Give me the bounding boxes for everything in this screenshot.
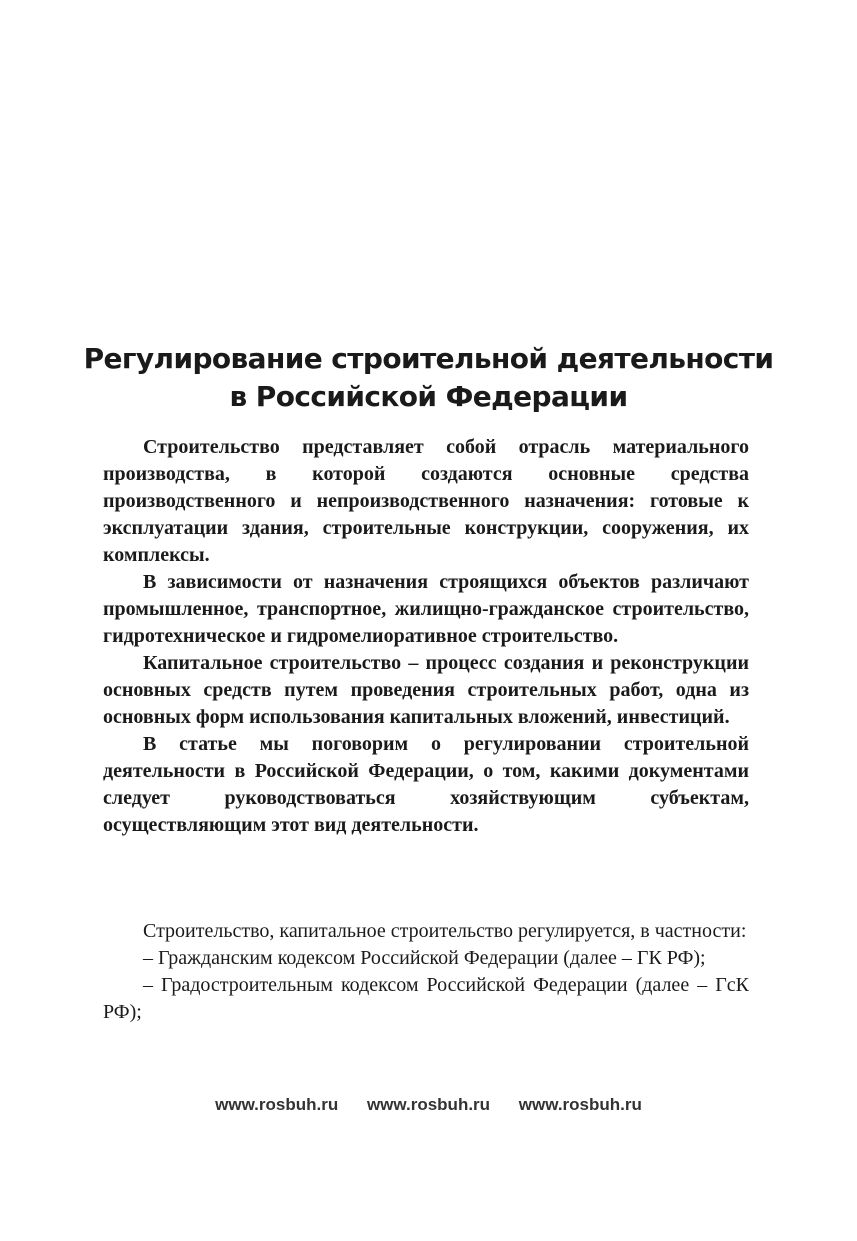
lead-paragraph: В статье мы поговорим о регулировании строительной деятельности в Российской Федерации, о том, какими документами следует руководствоваться хозяйствующим субъектам, осуществляющим этот вид деятельности.	[103, 733, 749, 836]
page-title	[60, 340, 797, 416]
body-section	[103, 918, 749, 1026]
body-paragraph: – Гражданским кодексом Российской Федерации (далее – ГК РФ);	[143, 947, 706, 969]
body-paragraph: – Градостроительным кодексом Российской Федерации (далее – ГсК РФ);	[103, 974, 749, 1023]
footer-link[interactable]: www.rosbuh.ru	[366, 1095, 491, 1114]
lead-paragraph: В зависимости от назначения строящихся объектов различают промышленное, транспортное, жилищно-гражданское строительство, гидротехническое и гидромелиоративное строительство.	[103, 571, 749, 647]
lead-paragraph: Строительство представляет собой отрасль материального производства, в которой создаются основные средства производственного и непроизводственного назначения: готовые к эксплуатации здания, строительные конструкции, сооружения, их комплексы.	[103, 436, 749, 566]
body-paragraph: Строительство, капитальное строительство регулируется, в частности:	[143, 920, 747, 942]
footer-link[interactable]: www.rosbuh.ru	[215, 1095, 339, 1114]
footer-link[interactable]: www.rosbuh.ru	[518, 1095, 642, 1114]
title-line-1: Регулирование строительной деятельности	[83, 342, 774, 375]
title-line-2: в Российской Федерации	[229, 380, 628, 413]
lead-paragraph: Капитальное строительство – процесс создания и реконструкции основных средств путем проведения строительных работ, одна из основных форм использования капитальных вложений, инвестиций.	[103, 652, 749, 728]
lead-section	[103, 434, 749, 839]
page-footer	[0, 1094, 857, 1116]
